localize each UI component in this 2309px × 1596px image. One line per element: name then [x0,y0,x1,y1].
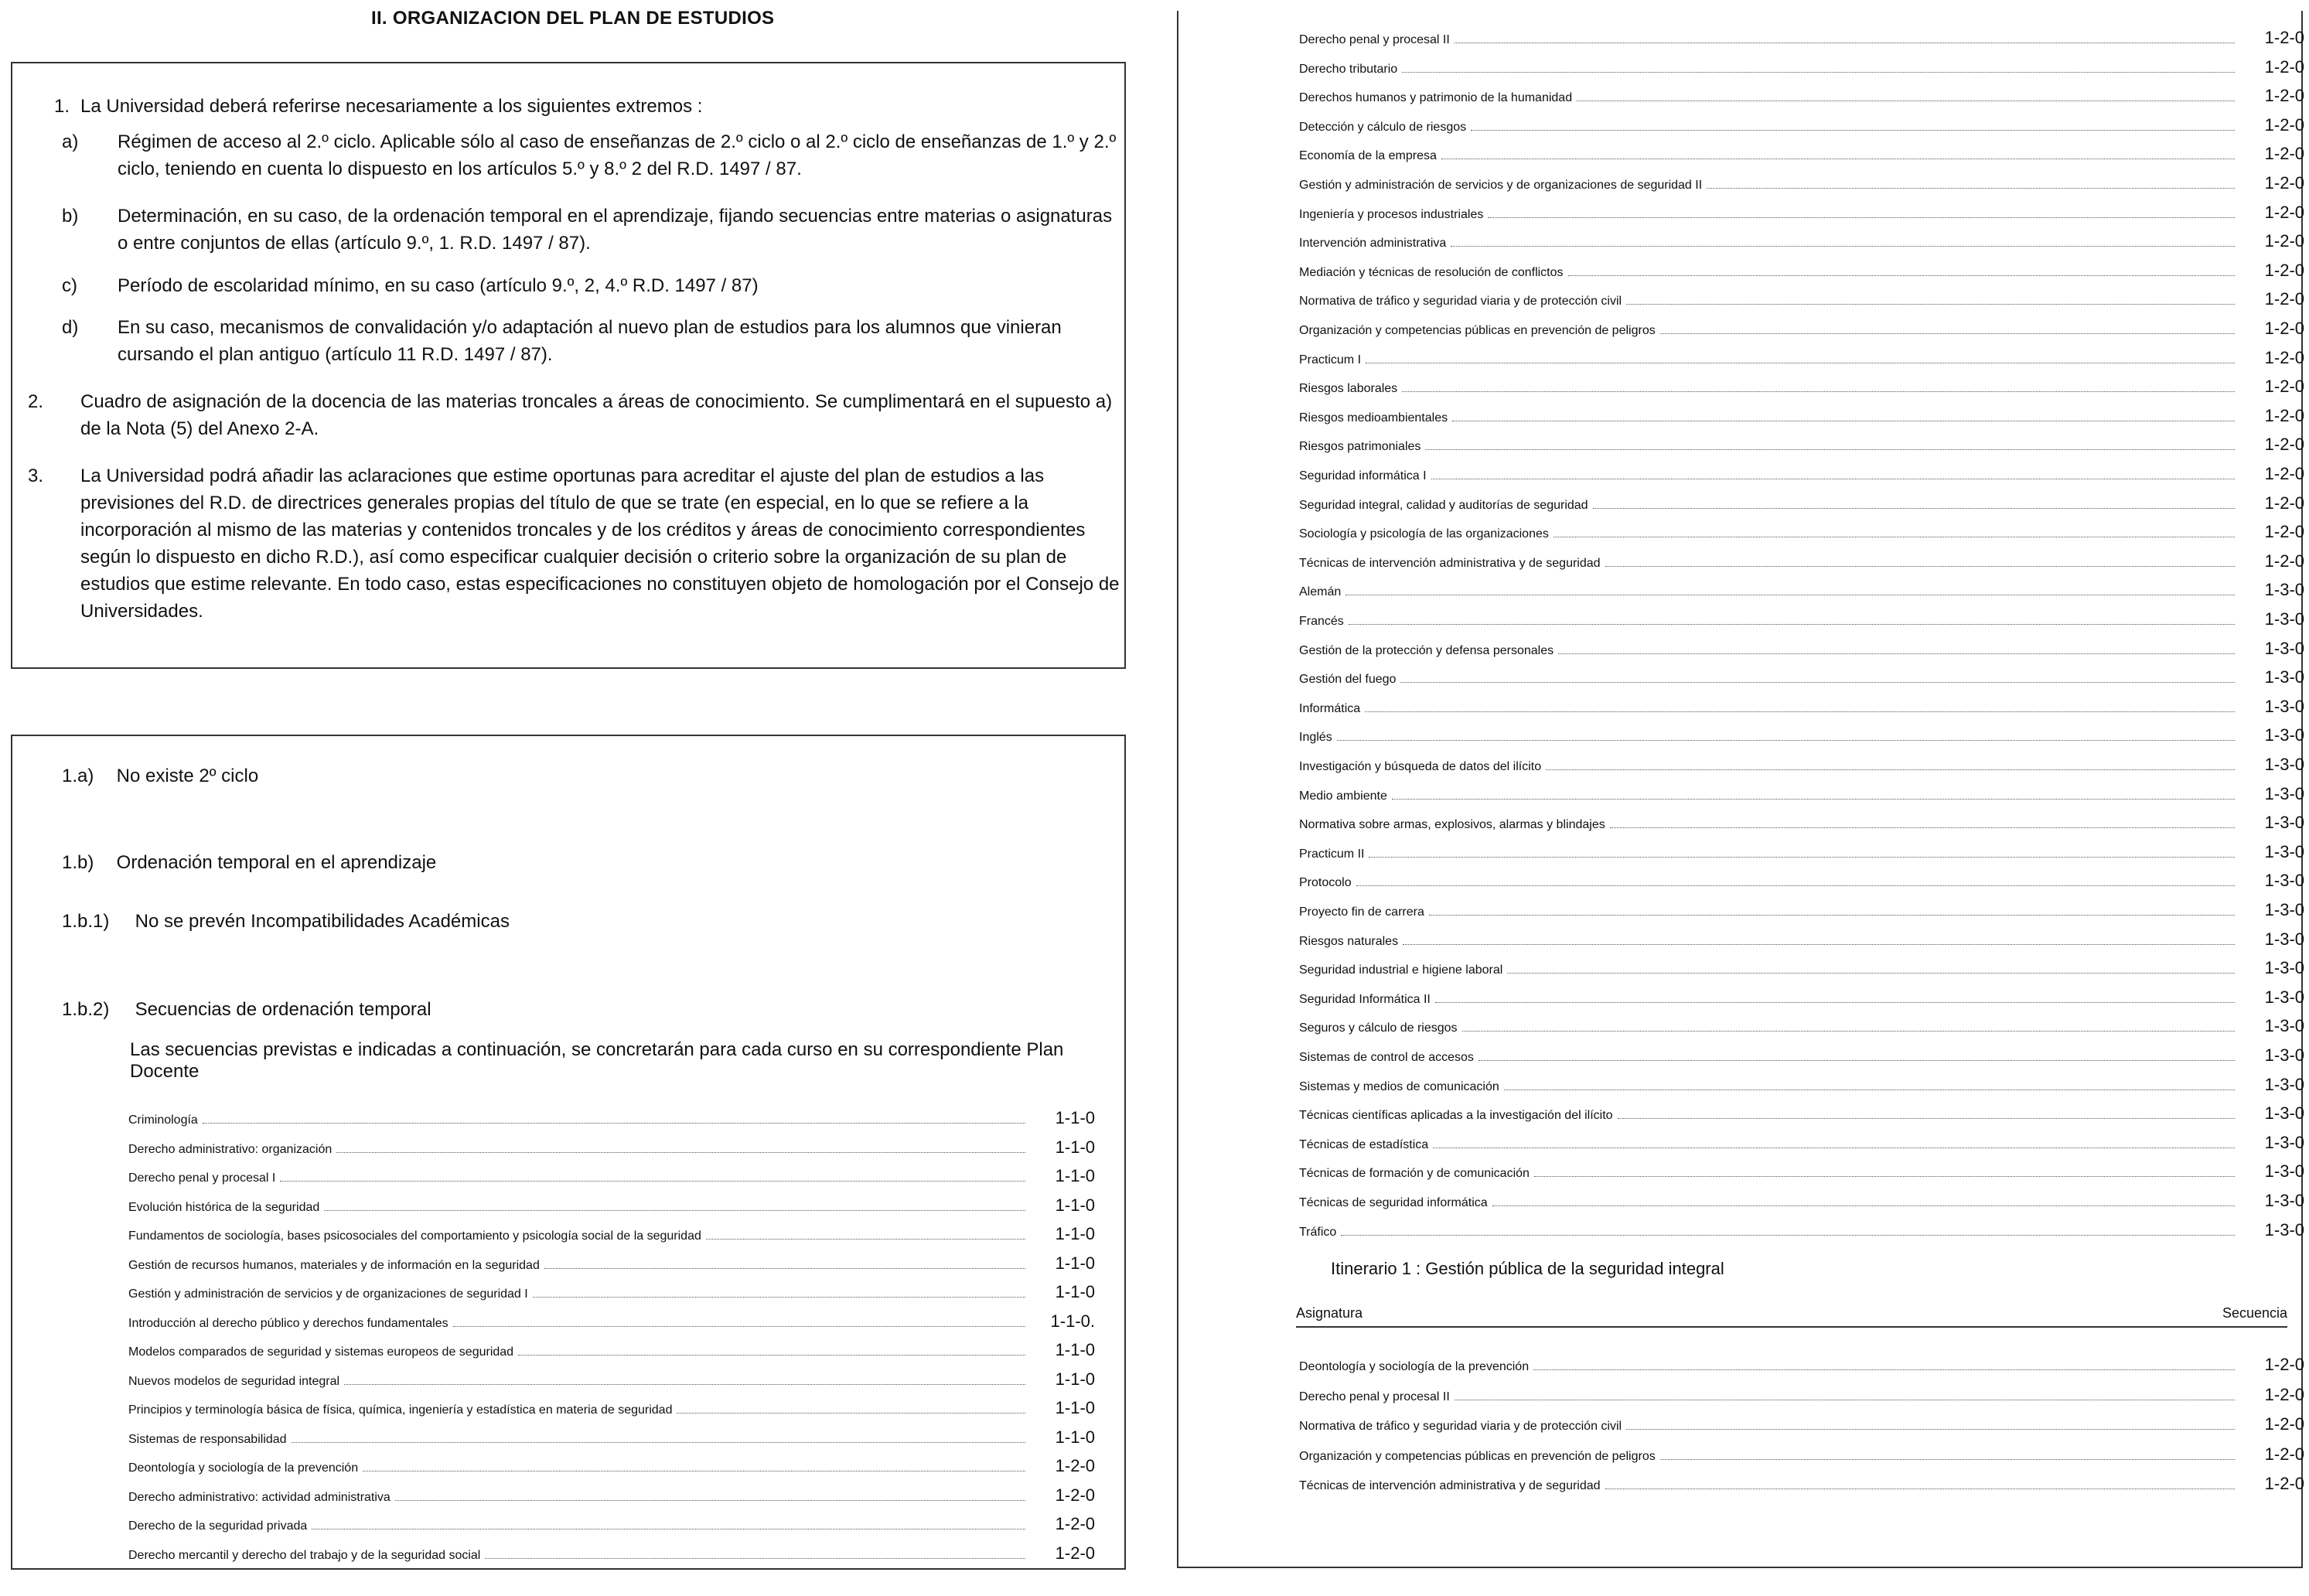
course-name: Riesgos naturales [1299,934,1399,948]
course-name: Seguridad integral, calidad y auditorías de seguridad [1299,498,1588,512]
course-row [128,1456,1095,1473]
plan-box [11,735,1126,1570]
course-row [128,1514,1095,1531]
course-sequence: 1-2-0 [2264,28,2304,47]
course-name: Gestión del fuego [1299,673,1397,687]
course-row [1299,1045,2304,1065]
course-sequence: 1-1-0 [1055,1369,1095,1389]
sequences-intro: Las secuencias previstas e indicadas a continuación, se concretarán para cada curso en su correspondiente Plan Docente [130,1039,1064,1082]
course-name: Normativa de tráfico y seguridad viaria y de protección civil [1299,295,1622,309]
course-row [1299,1474,2304,1491]
leader-dots [312,1529,1025,1530]
course-row [128,1543,1095,1563]
course-name: Organización y competencias públicas en prevención de peligros [1299,324,1656,337]
leader-dots [344,1384,1025,1385]
course-row [128,1398,1095,1415]
course-name: Técnicas de intervención administrativa y de seguridad [1299,556,1601,570]
course-name: Fundamentos de sociología, bases psicosociales del comportamiento y psicología social de la seguridad [128,1229,701,1243]
leader-dots [1626,304,2235,305]
course-sequence: 1-2-0 [2264,202,2304,222]
course-name: Evolución histórica de la seguridad [128,1200,320,1214]
course-name: Riesgos medioambientales [1299,411,1448,425]
course-row [128,1195,1095,1215]
instruction-letter: c) [62,275,77,296]
course-row [1299,28,2304,45]
leader-dots [1462,1031,2235,1032]
leader-dots [1479,1060,2235,1061]
leader-dots [1400,682,2235,683]
course-row [1299,377,2304,397]
course-row [1299,1191,2304,1208]
course-name: Francés [1299,615,1344,628]
course-sequence: 1-2-0 [1055,1456,1095,1475]
course-sequence: 1-3-0 [2264,1161,2304,1182]
course-sequence: 1-2-0 [2264,1355,2304,1374]
course-sequence: 1-1-0 [1055,1224,1095,1243]
course-name: Economía de la empresa [1299,149,1437,163]
course-sequence: 1-2-0 [2264,347,2304,367]
course-row [1299,667,2304,687]
course-name: Protocolo [1299,876,1352,890]
instruction-1a [62,128,1123,182]
course-row [1299,319,2304,336]
course-name: Gestión de recursos humanos, materiales y de información en la seguridad [128,1258,540,1272]
course-row [1299,639,2304,656]
section-code: 1.b) [62,852,94,873]
course-sequence: 1-2-0 [2264,1444,2304,1464]
course-row [1299,289,2304,309]
course-sequence: 1-2-0 [2264,56,2304,77]
section-1b1 [62,911,510,933]
course-row [1299,725,2304,745]
leader-dots [1451,246,2235,247]
course-name: Organización y competencias públicas en prevención de peligros [1299,1449,1656,1463]
course-name: Practicum I [1299,353,1362,367]
leader-dots [1707,188,2235,189]
course-sequence: 1-2-0 [2264,1384,2304,1404]
course-row [1299,580,2304,600]
course-name: Técnicas de intervención administrativa y de seguridad [1299,1479,1601,1492]
course-row [1299,1016,2304,1036]
leader-dots [1568,275,2235,276]
leader-dots [1392,799,2235,800]
leader-dots [1593,508,2235,509]
course-sequence: 1-3-0 [2264,783,2304,803]
instruction-number: 2. [28,391,44,412]
course-row [128,1253,1095,1273]
column-header-subject: Asignatura [1296,1305,1363,1321]
leader-dots [1546,769,2235,770]
course-sequence: 1-3-0 [2264,755,2304,774]
course-sequence: 1-2-0 [2264,260,2304,280]
course-row [128,1369,1095,1389]
instruction-text: La Universidad podrá añadir las aclaraciones que estime oportunas para acreditar el ajuste del plan de estudios a las previsiones del R.D. de directrices generales propias del título de que se trate (en especial, en lo que se refiere a la incorporación al mismo de las materias y contenidos troncales y de los créditos y áreas de conocimiento correspondientes según lo dispuesto en dicho R.D.), así como especificar cualquier decisión o criterio sobre la organización de su plan de estudios que estime relevante. En todo caso, estas especificaciones no constituyen objeto de homologación por el Consejo de Universidades. [80,466,1120,622]
course-row [128,1427,1095,1447]
course-name: Alemán [1299,585,1342,599]
course-row [1299,435,2304,455]
leader-dots [544,1268,1025,1269]
course-row [1299,1355,2304,1372]
course-row [1299,871,2304,891]
course-sequence: 1-1-0 [1055,1282,1095,1301]
course-name: Principios y terminología básica de física, química, ingeniería y estadística en materia de seguridad [128,1403,673,1417]
course-sequence: 1-3-0 [2264,638,2304,658]
course-sequence: 1-3-0 [2264,929,2304,949]
leader-dots [1533,1369,2235,1370]
course-sequence: 1-2-0 [2264,86,2304,106]
leader-dots [1341,1235,2235,1236]
course-name: Deontología y sociología de la prevención [1299,1360,1530,1373]
leader-dots [1429,915,2235,916]
course-row [1299,929,2304,949]
itinerary-title: Itinerario 1 : Gestión pública de la seguridad integral [1331,1259,1724,1278]
leader-dots [1534,1176,2235,1177]
instructions-box [11,62,1126,669]
course-name: Gestión y administración de servicios y de organizaciones de seguridad I [128,1287,528,1301]
course-row [128,1340,1095,1357]
course-sequence: 1-1-0 [1055,1108,1095,1127]
course-name: Derecho administrativo: organización [128,1142,333,1156]
course-name: Detección y cálculo de riesgos [1299,120,1467,134]
course-sequence: 1-2-0 [2264,1414,2304,1434]
leader-dots [453,1326,1025,1327]
course-row [1299,697,2304,714]
course-sequence: 1-2-0 [2264,144,2304,164]
course-sequence: 1-3-0 [2264,1132,2304,1152]
leader-dots [1356,885,2235,886]
course-name: Practicum II [1299,847,1365,861]
leader-dots [1507,973,2235,974]
course-name: Gestión de la protección y defensa personales [1299,643,1554,657]
section-text: Ordenación temporal en el aprendizaje [116,852,437,873]
course-name: Gestión y administración de servicios y de organizaciones de seguridad II [1299,179,1703,192]
instruction-number: 3. [28,466,44,486]
course-name: Derecho de la seguridad privada [128,1519,308,1533]
course-row [1299,493,2304,513]
leader-dots [1618,1118,2235,1119]
course-row [1299,56,2304,77]
course-name: Técnicas de seguridad informática [1299,1196,1488,1209]
leader-dots [1605,566,2235,567]
course-name: Derecho penal y procesal II [1299,33,1450,46]
course-sequence: 1-3-0 [2264,1103,2304,1124]
course-row [1299,231,2304,251]
course-row [1299,842,2304,859]
course-sequence: 1-1-0 [1055,1340,1095,1359]
course-sequence: 1-2-0 [2264,1474,2304,1493]
course-row [1299,1414,2304,1434]
leader-dots [706,1239,1025,1240]
course-row [1299,1103,2304,1124]
course-sequence: 1-3-0 [2264,1016,2304,1036]
course-sequence: 1-3-0 [2264,696,2304,716]
instruction-letter: b) [62,206,79,227]
section-1b2 [62,999,431,1021]
course-row [1299,609,2304,629]
course-sequence: 1-1-0 [1055,1195,1095,1215]
course-row [1299,900,2304,917]
course-sequence: 1-2-0 [2264,464,2304,483]
course-name: Tráfico [1299,1225,1337,1239]
course-sequence: 1-3-0 [2264,987,2304,1007]
instruction-letter: a) [62,131,79,152]
course-name: Criminología [128,1113,198,1127]
continuation-box [1177,11,2303,1568]
course-row [1299,958,2304,978]
course-row [1299,784,2304,801]
course-row [1299,203,2304,220]
instruction-letter: d) [62,317,79,338]
instruction-text: En su caso, mecanismos de convalidación y/o adaptación al nuevo plan de estudios para los alumnos que vinieran cursando el plan antiguo (artículo 11 R.D. 1497 / 87). [118,317,1062,365]
course-row [128,1166,1095,1183]
instruction-text: Determinación, en su caso, de la ordenación temporal en el aprendizaje, fijando secuencias entre materias o asignaturas o entre conjuntos de ellas (artículo 9.º, 1. R.D. 1497 / 87). [118,206,1113,254]
course-row [1299,464,2304,481]
course-name: Seguridad industrial e higiene laboral [1299,963,1503,977]
course-name: Derecho penal y procesal II [1299,1390,1450,1403]
course-sequence: 1-1-0 [1055,1398,1095,1417]
course-name: Normativa de tráfico y seguridad viaria y de protección civil [1299,1420,1622,1433]
course-sequence: 1-2-0 [2264,435,2304,455]
leader-dots [485,1558,1025,1559]
course-name: Informática [1299,701,1361,715]
course-name: Derecho mercantil y derecho del trabajo y de la seguridad social [128,1548,481,1562]
course-sequence: 1-2-0 [2264,522,2304,542]
instruction-text: La Universidad deberá referirse necesariamente a los siguientes extremos : [80,96,703,117]
course-row [128,1485,1095,1505]
course-name: Sistemas y medios de comunicación [1299,1079,1499,1093]
instruction-number: 1. [54,96,70,117]
course-sequence: 1-3-0 [2264,580,2304,600]
course-name: Técnicas de estadística [1299,1137,1429,1151]
leader-dots [1369,857,2235,858]
course-row [128,1224,1095,1241]
leader-dots [1435,1002,2235,1003]
course-sequence: 1-1-0 [1055,1427,1095,1447]
leader-dots [677,1413,1025,1414]
course-row [128,1108,1095,1125]
course-row [1299,173,2304,193]
leader-dots [1425,449,2235,450]
course-name: Medio ambiente [1299,789,1387,803]
course-name: Derecho administrativo: actividad administrativa [128,1490,391,1504]
section-text: No existe 2º ciclo [116,766,259,786]
course-sequence: 1-2-0 [2264,231,2304,251]
course-name: Técnicas científicas aplicadas a la investigación del ilícito [1299,1109,1613,1123]
course-sequence: 1-3-0 [2264,1191,2304,1210]
course-name: Normativa sobre armas, explosivos, alarmas y blindajes [1299,818,1605,832]
instruction-1c [62,272,1123,299]
course-name: Investigación y búsqueda de datos del ilícito [1299,760,1542,773]
course-sequence: 1-1-0 [1055,1253,1095,1273]
course-sequence: 1-3-0 [2264,813,2304,833]
page-title: II. ORGANIZACION DEL PLAN DE ESTUDIOS [371,8,775,29]
leader-dots [1337,740,2235,741]
section-1b [62,852,436,874]
course-name: Modelos comparados de seguridad y sistemas europeos de seguridad [128,1345,514,1359]
section-text: No se prevén Incompatibilidades Académicas [135,911,510,932]
course-sequence: 1-1-0 [1055,1137,1095,1157]
course-sequence: 1-2-0 [2264,493,2304,513]
course-name: Riesgos laborales [1299,382,1398,396]
course-row [128,1282,1095,1299]
course-row [1299,406,2304,423]
course-sequence: 1-2-0 [2264,289,2304,309]
course-sequence: 1-2-0 [1055,1485,1095,1505]
course-name: Deontología y sociología de la prevención [128,1461,359,1475]
section-code: 1.a) [62,766,94,786]
course-sequence: 1-2-0 [2264,319,2304,338]
course-sequence: 1-3-0 [2264,900,2304,919]
course-name: Nuevos modelos de seguridad integral [128,1374,340,1388]
course-row [1299,114,2304,135]
course-name: Sociología y psicología de las organizaciones [1299,527,1549,541]
course-name: Riesgos patrimoniales [1299,440,1421,454]
instruction-2 [28,388,1132,442]
leader-dots [395,1500,1025,1501]
instruction-1d [62,314,1123,368]
leader-dots [203,1123,1025,1124]
course-row [1299,813,2304,833]
course-row [1299,1385,2304,1402]
course-row [1299,755,2304,772]
course-sequence: 1-1-0 [1055,1166,1095,1185]
instruction-text: Período de escolaridad mínimo, en su caso (artículo 9.º, 2, 4.º R.D. 1497 / 87) [118,275,759,296]
leader-dots [1402,391,2235,392]
course-sequence: 1-2-0 [2264,551,2304,571]
course-sequence: 1-2-0 [2264,405,2304,425]
course-sequence: 1-3-0 [2264,1074,2304,1094]
leader-dots [363,1471,1025,1472]
course-name: Mediación y técnicas de resolución de conflictos [1299,265,1564,279]
course-row [1299,1075,2304,1092]
course-sequence: 1-3-0 [2264,1219,2304,1240]
course-sequence: 1-1-0. [1050,1311,1095,1331]
course-sequence: 1-2-0 [2264,114,2304,135]
leader-dots [1402,72,2235,73]
leader-dots [533,1297,1025,1298]
course-sequence: 1-3-0 [2264,667,2304,687]
course-row [1299,1444,2304,1464]
leader-dots [1488,217,2235,218]
leader-dots [280,1181,1025,1182]
course-sequence: 1-3-0 [2264,725,2304,745]
course-name: Seguridad Informática II [1299,992,1431,1006]
section-code: 1.b.1) [62,911,110,932]
course-sequence: 1-3-0 [2264,1045,2304,1065]
leader-dots [324,1210,1025,1211]
instruction-text: Cuadro de asignación de la docencia de las materias troncales a áreas de conocimiento. Se cumplimentará en el supuesto a) de la Nota (5) del Anexo 2-A. [80,391,1113,439]
section-code: 1.b.2) [62,999,110,1020]
course-sequence: 1-2-0 [1055,1514,1095,1533]
course-row [1299,551,2304,571]
course-name: Introducción al derecho público y derechos fundamentales [128,1316,448,1330]
course-sequence: 1-3-0 [2264,958,2304,978]
instruction-3 [28,462,1132,625]
course-name: Derecho tributario [1299,62,1398,76]
course-name: Seguridad informática I [1299,469,1427,483]
leader-dots [518,1355,1025,1356]
course-name: Intervención administrativa [1299,237,1447,251]
leader-dots [1558,653,2235,654]
leader-dots [336,1152,1025,1153]
course-row [1299,261,2304,278]
instruction-text: Régimen de acceso al 2.º ciclo. Aplicable sólo al caso de enseñanzas de 2.º ciclo o al 2.º ciclo de enseñanzas de 1.º y 2.º ciclo, teniendo en cuenta lo dispuesto en los artículos 5.º y 8.º 2 del R.D. 1497 / 87. [118,131,1117,179]
course-row [1299,1219,2304,1240]
course-row [1299,86,2304,106]
course-name: Derechos humanos y patrimonio de la humanidad [1299,91,1573,105]
course-row [1299,1161,2304,1182]
leader-dots [1471,130,2235,131]
course-name: Proyecto fin de carrera [1299,905,1424,919]
section-text: Secuencias de ordenación temporal [135,999,431,1020]
section-1a [62,766,258,787]
course-row [128,1137,1095,1157]
itinerary-column-headers [1296,1305,2287,1328]
leader-dots [1349,624,2235,625]
course-name: Inglés [1299,731,1332,745]
leader-dots [292,1442,1025,1443]
leader-dots [1610,827,2235,828]
course-name: Seguros y cálculo de riesgos [1299,1021,1458,1035]
course-sequence: 1-2-0 [1055,1543,1095,1563]
course-sequence: 1-2-0 [2264,377,2304,397]
course-name: Ingeniería y procesos industriales [1299,207,1484,221]
leader-dots [1403,944,2235,945]
course-sequence: 1-3-0 [2264,871,2304,891]
leader-dots [1626,1429,2235,1430]
course-row [1299,522,2304,542]
course-row [128,1311,1095,1331]
leader-dots [1660,333,2235,334]
course-name: Sistemas de responsabilidad [128,1432,287,1446]
column-header-sequence: Secuencia [2222,1305,2287,1321]
course-row [1299,144,2304,164]
instruction-1 [54,93,1106,120]
course-sequence: 1-2-0 [2264,173,2304,193]
course-name: Derecho penal y procesal I [128,1171,276,1185]
leader-dots [1365,711,2235,712]
course-sequence: 1-3-0 [2264,609,2304,629]
course-name: Sistemas de control de accesos [1299,1051,1474,1064]
course-row [1299,348,2304,365]
course-row [1299,1133,2304,1150]
instruction-1b [62,203,1123,257]
course-name: Técnicas de formación y de comunicación [1299,1167,1530,1181]
leader-dots [1660,1459,2235,1460]
course-row [1299,987,2304,1007]
course-sequence: 1-3-0 [2264,841,2304,861]
